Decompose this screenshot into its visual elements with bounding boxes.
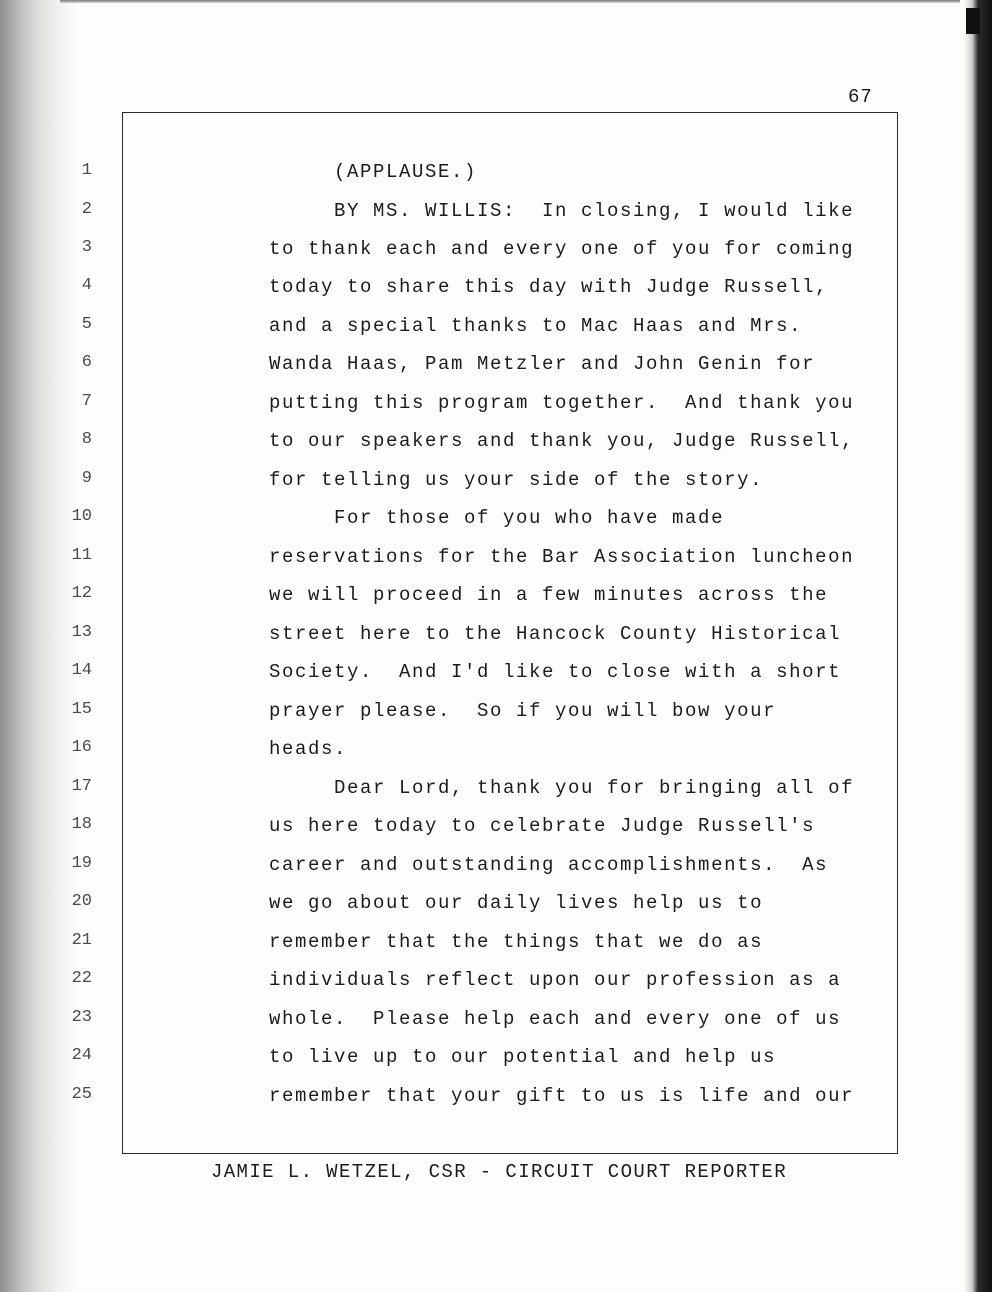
transcript-line: us here today to celebrate Judge Russell's: [269, 815, 816, 837]
line-number: 21: [71, 931, 92, 950]
transcript-line: prayer please. So if you will bow your: [269, 700, 777, 722]
line-number: 24: [71, 1046, 92, 1065]
transcript-line: individuals reflect upon our profession as a: [269, 969, 842, 991]
transcript-line: Wanda Haas, Pam Metzler and John Genin for: [269, 353, 816, 375]
reporter-footer: JAMIE L. WETZEL, CSR - CIRCUIT COURT REPORTER: [210, 1161, 788, 1183]
line-number: 5: [81, 315, 92, 334]
transcript-line: whole. Please help each and every one of us: [269, 1008, 842, 1030]
line-number: 2: [81, 200, 92, 219]
line-number: 4: [81, 276, 92, 295]
line-number: 15: [71, 700, 92, 719]
transcript-line: BY MS. WILLIS: In closing, I would like: [269, 200, 855, 222]
transcript-line: career and outstanding accomplishments. As: [269, 854, 829, 876]
transcript-line: street here to the Hancock County Historical: [269, 623, 842, 645]
line-number: 17: [71, 777, 92, 796]
transcript-line: we will proceed in a few minutes across the: [269, 584, 829, 606]
line-number: 18: [71, 815, 92, 834]
line-number: 8: [81, 430, 92, 449]
line-number: 22: [71, 969, 92, 988]
transcript-line: reservations for the Bar Association luncheon: [269, 546, 855, 568]
line-number: 3: [81, 238, 92, 257]
transcript-line: we go about our daily lives help us to: [269, 892, 764, 914]
transcript-line: putting this program together. And thank you: [269, 392, 855, 414]
transcript-line: for telling us your side of the story.: [269, 469, 764, 491]
transcript-line: to live up to our potential and help us: [269, 1046, 777, 1068]
line-number: 20: [71, 892, 92, 911]
transcript-line: heads.: [269, 738, 348, 760]
line-number: 16: [71, 738, 92, 757]
line-number: 13: [71, 623, 92, 642]
line-number: 6: [81, 353, 92, 372]
line-number: 25: [71, 1085, 92, 1104]
transcript-line: to our speakers and thank you, Judge Russell,: [269, 430, 855, 452]
transcript-line: (APPLAUSE.): [269, 161, 478, 183]
transcript-line: to thank each and every one of you for coming: [269, 238, 855, 260]
line-number: 19: [71, 854, 92, 873]
line-number: 12: [71, 584, 92, 603]
line-number: 11: [71, 546, 92, 565]
line-number: 23: [71, 1008, 92, 1027]
transcript-line: remember that the things that we do as: [269, 931, 764, 953]
transcript-line: For those of you who have made: [269, 507, 725, 529]
transcript-line: Society. And I'd like to close with a short: [269, 661, 842, 683]
transcript-line: Dear Lord, thank you for bringing all of: [269, 777, 855, 799]
line-number: 9: [81, 469, 92, 488]
line-number: 7: [81, 392, 92, 411]
transcript-line: and a special thanks to Mac Haas and Mrs.: [269, 315, 803, 337]
transcript-line: remember that your gift to us is life and our: [269, 1085, 855, 1107]
line-number: 14: [71, 661, 92, 680]
transcript-line: today to share this day with Judge Russell,: [269, 276, 829, 298]
page-number: 67: [848, 86, 873, 108]
line-number: 1: [81, 161, 92, 180]
line-number: 10: [71, 507, 92, 526]
